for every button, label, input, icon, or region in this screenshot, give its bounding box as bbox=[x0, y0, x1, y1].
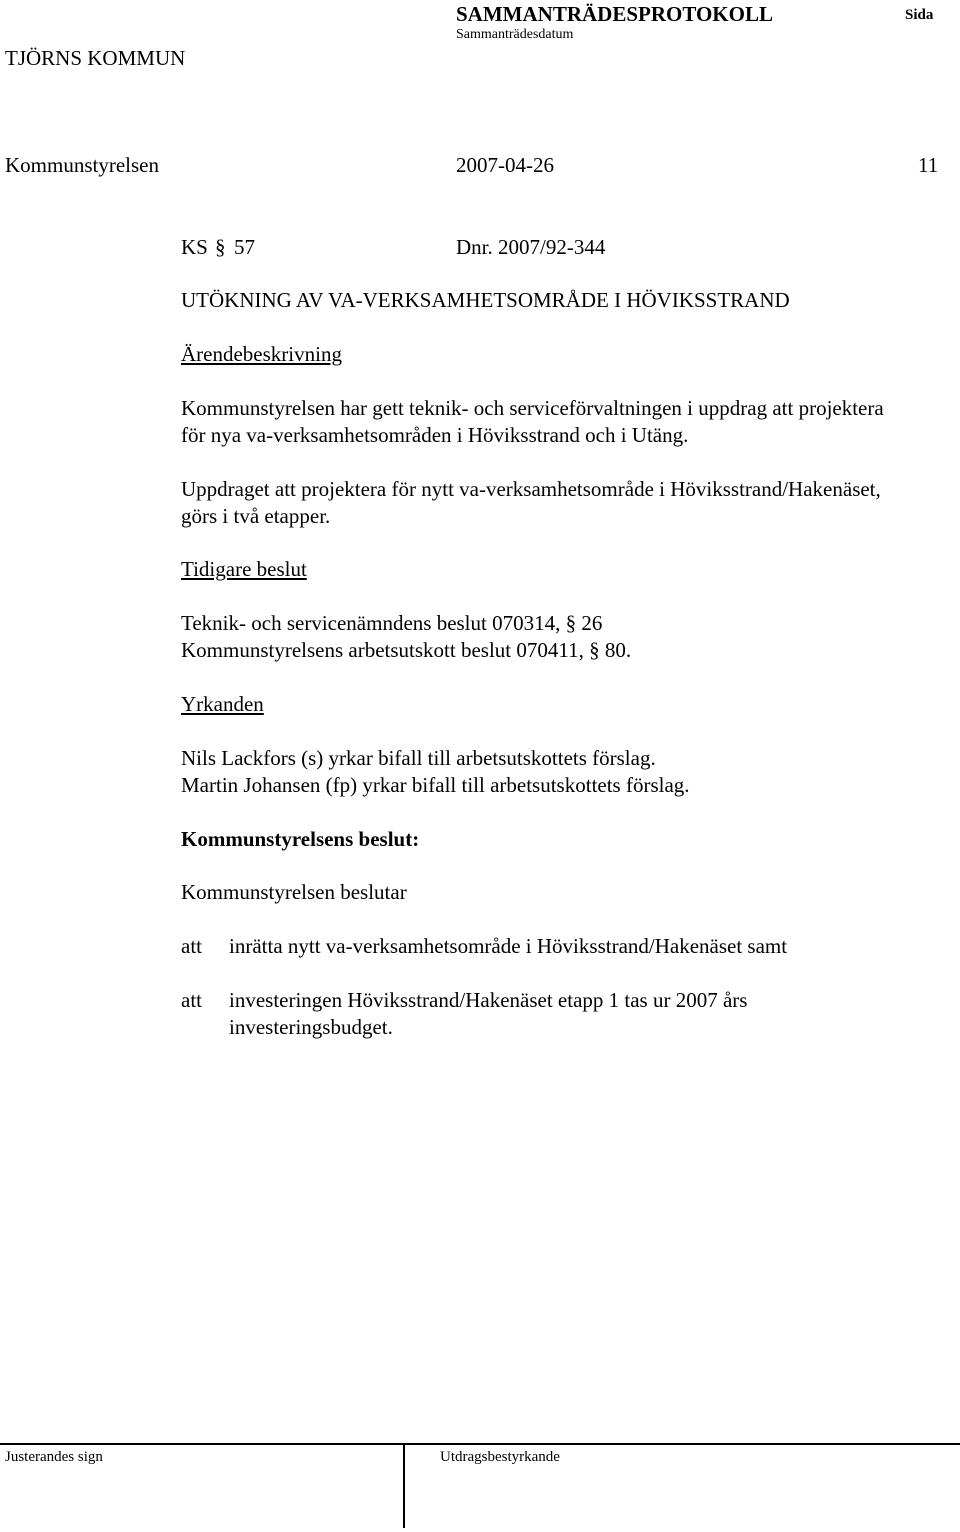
yrkanden-line-2: Martin Johansen (fp) yrkar bifall till arbetsutskottets förslag. bbox=[181, 773, 690, 797]
beslut-item-2-text-line-2: investeringsbudget. bbox=[229, 1015, 393, 1039]
case-title: UTÖKNING AV VA-VERKSAMHETSOMRÅDE I HÖVIKSSTRAND bbox=[181, 288, 790, 312]
arende-paragraph-1-line-1: Kommunstyrelsen har gett teknik- och serviceförvaltningen i uppdrag att projektera bbox=[181, 396, 884, 420]
arende-heading: Ärendebeskrivning bbox=[181, 342, 342, 366]
arende-paragraph-2-line-2: görs i två etapper. bbox=[181, 504, 331, 528]
footer-utdragsbestyrkande: Utdragsbestyrkande bbox=[440, 1449, 560, 1465]
tidigare-line-1 bbox=[181, 611, 602, 636]
tidigare-line-2 bbox=[181, 638, 631, 663]
beslut-intro: Kommunstyrelsen beslutar bbox=[181, 880, 407, 904]
document-title: SAMMANTRÄDESPROTOKOLL bbox=[456, 2, 773, 26]
footer-top-rule bbox=[0, 1443, 960, 1445]
beslut-heading: Kommunstyrelsens beslut: bbox=[181, 827, 420, 851]
org-name: TJÖRNS KOMMUN bbox=[5, 46, 186, 70]
page-label: Sida bbox=[905, 7, 934, 23]
meeting-date: 2007-04-26 bbox=[456, 153, 554, 177]
footer-divider bbox=[403, 1443, 405, 1528]
beslut-item-1-text: inrätta nytt va-verksamhetsområde i Höviksstrand/Hakenäset samt bbox=[229, 934, 788, 958]
beslut-item-2-text-line-1: investeringen Höviksstrand/Hakenäset etapp 1 tas ur 2007 års bbox=[229, 988, 748, 1012]
tidigare-line-1-number: 26 bbox=[581, 611, 603, 635]
section-sign-icon: § bbox=[215, 235, 226, 259]
committee-name: Kommunstyrelsen bbox=[5, 153, 159, 177]
meeting-date-label: Sammanträdesdatum bbox=[456, 27, 574, 42]
footer-justerandes-sign: Justerandes sign bbox=[5, 1449, 103, 1465]
beslut-item-2-marker: att bbox=[181, 988, 202, 1012]
section-sign-icon: § bbox=[589, 638, 600, 662]
case-number: 57 bbox=[234, 235, 255, 259]
yrkanden-line-1: Nils Lackfors (s) yrkar bifall till arbetsutskottets förslag. bbox=[181, 746, 656, 770]
arende-paragraph-2-line-1: Uppdraget att projektera för nytt va-verksamhetsområde i Höviksstrand/Hakenäset, bbox=[181, 477, 881, 501]
tidigare-line-2-number: 80. bbox=[604, 638, 632, 662]
tidigare-heading: Tidigare beslut bbox=[181, 557, 307, 581]
page-number: 11 bbox=[918, 153, 939, 177]
beslut-item-1-marker: att bbox=[181, 934, 202, 958]
case-dnr: Dnr. 2007/92-344 bbox=[456, 235, 606, 259]
case-ks: KS bbox=[181, 235, 208, 259]
arende-paragraph-1-line-2: för nya va-verksamhetsområden i Höviksstrand och i Utäng. bbox=[181, 423, 689, 447]
section-sign-icon: § bbox=[565, 611, 577, 635]
tidigare-line-1-text: Teknik- och servicenämndens beslut 070314, bbox=[181, 611, 561, 635]
yrkanden-heading: Yrkanden bbox=[181, 692, 264, 716]
tidigare-line-2-text: Kommunstyrelsens arbetsutskott beslut 070411, bbox=[181, 638, 584, 662]
